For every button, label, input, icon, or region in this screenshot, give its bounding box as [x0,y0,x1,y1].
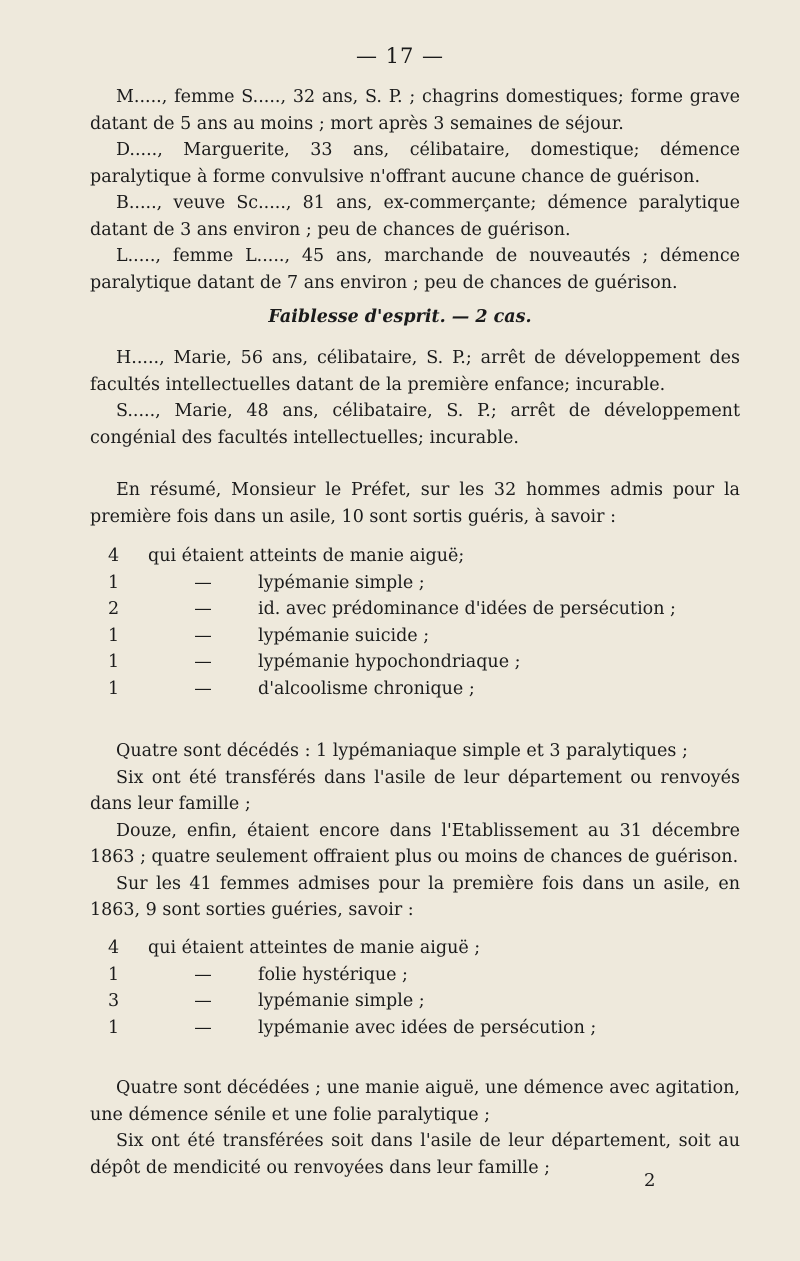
men-cured-list [108,543,748,702]
count: 1 [108,572,120,593]
ditto-dash: — [194,964,212,985]
women-cured-list [108,935,748,1041]
ditto-dash: — [194,652,212,672]
ditto-dash: — [194,572,212,593]
summary-paragraph: Douze, enfin, étaient encore dans l'Etablissement au 31 décembre 1863 ; quatre seulement offraient plus ou moins de chances de guérison. [90,820,740,867]
summary-paragraph: Six ont été transférées soit dans l'asile de leur département, soit au dépôt de mendicité ou renvoyées dans leur famille ; [90,1131,740,1178]
list-item [108,962,748,989]
summary-paragraph: Six ont été transférés dans l'asile de leur département ou renvoyés dans leur famille ; [90,767,740,814]
count: 1 [108,678,120,699]
page-number: — 17 — [355,44,445,68]
signature-mark: 2 [644,1170,656,1191]
condition: d'alcoolisme chronique ; [258,678,475,699]
list-item [108,988,748,1015]
count: 3 [108,991,120,1011]
men-summary-block [90,738,740,924]
count: 2 [108,599,120,619]
ditto-dash: — [194,1017,212,1038]
patient-entry: L....., femme L....., 45 ans, marchande de nouveautés ; démence paralytique datant de 7 ans environ ; peu de chances de guérison. [90,246,740,293]
ditto-dash: — [194,678,212,699]
patient-entry: B....., veuve Sc....., 81 ans, ex-commerçante; démence paralytique datant de 3 ans environ ; peu de chances de guérison. [90,193,740,240]
count: 4 [108,938,120,958]
ditto-dash: — [194,991,212,1011]
patient-entry: M....., femme S....., 32 ans, S. P. ; chagrins domestiques; forme grave datant de 5 ans au moins ; mort après 3 semaines de séjour. [90,87,740,134]
list-item [108,543,748,570]
condition: lypémanie simple ; [258,572,425,593]
list-item [108,935,748,962]
resume-text: En résumé, Monsieur le Préfet, sur les 32 hommes admis pour la première fois dans un asile, 10 sont sortis guéris, à savoir : [90,480,740,527]
condition: lypémanie hypochondriaque ; [258,652,521,672]
condition: lypémanie simple ; [258,991,425,1011]
list-item [108,1015,748,1042]
ditto-dash: — [194,599,212,619]
resume-paragraph [90,477,740,530]
summary-paragraph: Sur les 41 femmes admises pour la première fois dans un asile, en 1863, 9 sont sorties guéries, savoir : [90,873,740,920]
summary-paragraph: Quatre sont décédées ; une manie aiguë, une démence avec agitation, une démence sénile et une folie paralytique ; [90,1078,740,1125]
condition: lypémanie avec idées de persécution ; [258,1017,597,1038]
count: 1 [108,652,120,672]
patient-entry: S....., Marie, 48 ans, célibataire, S. P.; arrêt de développement congénial des facultés intellectuelles; incurable. [90,401,740,448]
entries-block-1 [90,84,740,296]
count: 1 [108,964,120,985]
section-heading: Faiblesse d'esprit. — 2 cas. [268,307,532,327]
list-item [108,623,748,650]
patient-entry: D....., Marguerite, 33 ans, célibataire, domestique; démence paralytique à forme convulsive n'offrant aucune chance de guérison. [90,140,740,187]
condition: folie hystérique ; [258,964,408,985]
list-item [108,676,748,703]
list-item [108,596,748,623]
condition: lypémanie suicide ; [258,625,430,646]
women-summary-block [90,1075,740,1181]
summary-paragraph: Quatre sont décédés : 1 lypémaniaque simple et 3 paralytiques ; [116,741,688,761]
list-item [108,649,748,676]
count: 1 [108,1017,120,1038]
entries-block-2 [90,345,740,451]
patient-entry: H....., Marie, 56 ans, célibataire, S. P.; arrêt de développement des facultés intellectuelles datant de la première enfance; incurable. [90,348,740,395]
condition: qui étaient atteintes de manie aiguë ; [148,938,481,958]
list-item [108,570,748,597]
condition: qui étaient atteints de manie aiguë; [148,546,465,566]
count: 1 [108,625,120,646]
ditto-dash: — [194,625,212,646]
count: 4 [108,546,120,566]
condition: id. avec prédominance d'idées de persécution ; [258,599,676,619]
